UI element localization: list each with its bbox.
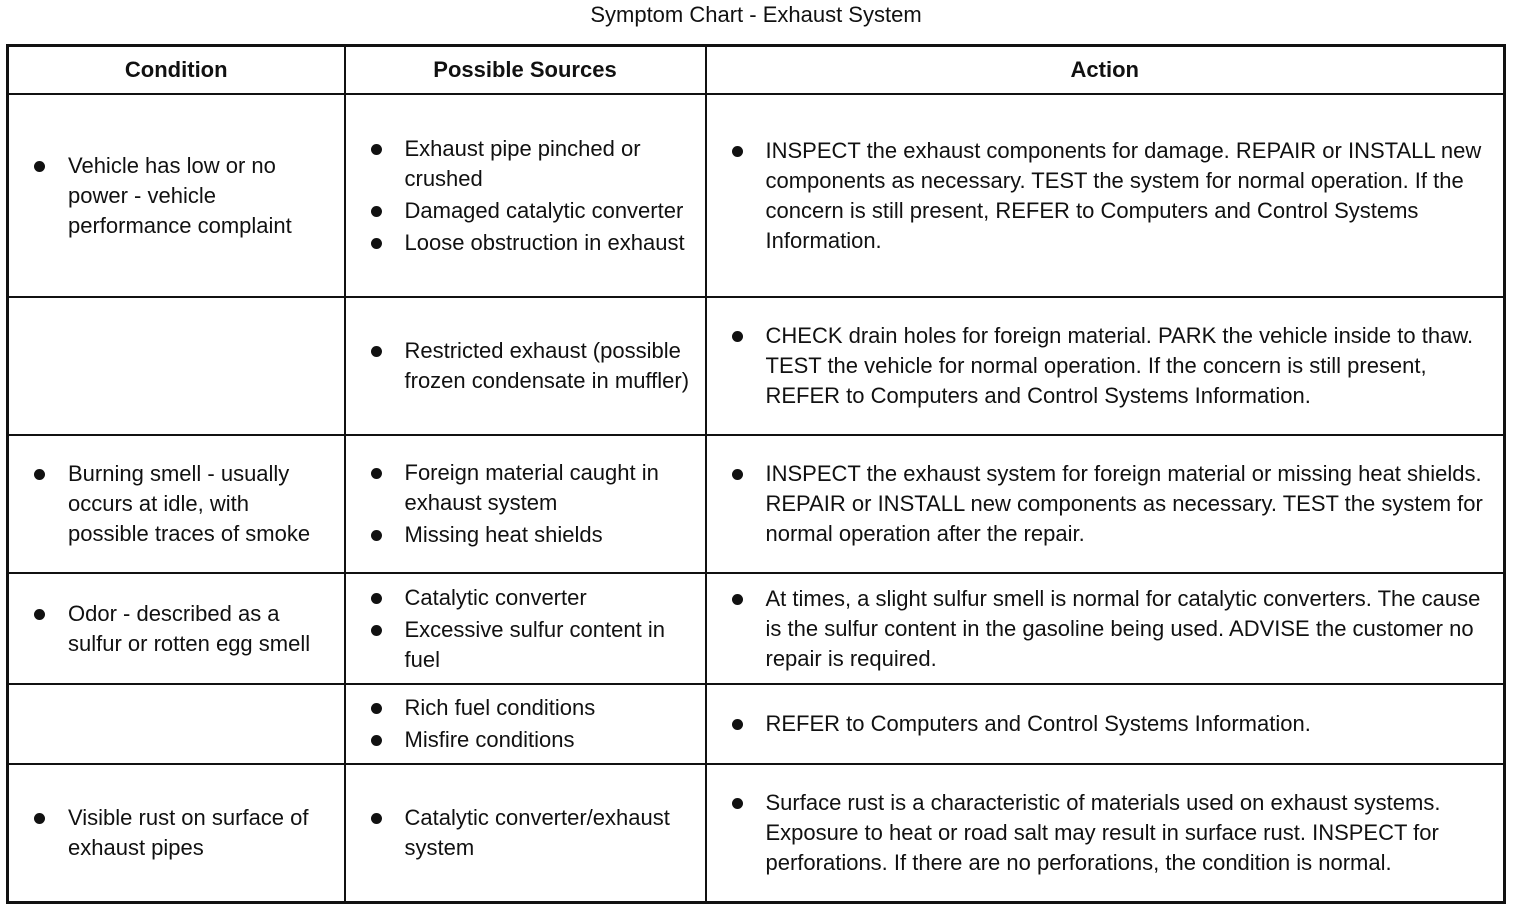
source-item: Missing heat shields <box>368 520 691 550</box>
sources-cell <box>345 435 706 573</box>
sources-cell <box>345 573 706 684</box>
source-item: Excessive sulfur content in fuel <box>368 615 691 675</box>
action-cell <box>706 684 1505 764</box>
condition-item: Burning smell - usually occurs at idle, with possible traces of smoke <box>31 459 330 549</box>
condition-cell <box>8 94 345 297</box>
table-row <box>8 573 1505 684</box>
condition-cell <box>8 764 345 902</box>
table-row <box>8 764 1505 902</box>
action-cell <box>706 764 1505 902</box>
table-row <box>8 297 1505 435</box>
source-item: Damaged catalytic converter <box>368 196 691 226</box>
source-item: Loose obstruction in exhaust <box>368 228 691 258</box>
action-item: INSPECT the exhaust components for damage. REPAIR or INSTALL new components as necessary. TEST the system for normal operation. If the concern is still present, REFER to Computers and Control Systems Information. <box>729 136 1490 256</box>
table-row <box>8 94 1505 297</box>
action-cell <box>706 573 1505 684</box>
source-item: Misfire conditions <box>368 725 691 755</box>
condition-item: Vehicle has low or no power - vehicle performance complaint <box>31 151 330 241</box>
action-cell <box>706 94 1505 297</box>
action-item: Surface rust is a characteristic of materials used on exhaust systems. Exposure to heat or road salt may result in surface rust. INSPECT for perforations. If there are no perforations, the condition is normal. <box>729 788 1490 878</box>
condition-item: Visible rust on surface of exhaust pipes <box>31 803 330 863</box>
action-item: INSPECT the exhaust system for foreign material or missing heat shields. REPAIR or INSTALL new components as necessary. TEST the system for normal operation after the repair. <box>729 459 1490 549</box>
table-row <box>8 435 1505 573</box>
action-item: CHECK drain holes for foreign material. PARK the vehicle inside to thaw. TEST the vehicle for normal operation. If the concern is still present, REFER to Computers and Control Systems Information. <box>729 321 1490 411</box>
header-row <box>8 46 1505 95</box>
condition-cell <box>8 435 345 573</box>
sources-cell <box>345 297 706 435</box>
action-cell <box>706 297 1505 435</box>
source-item: Catalytic converter <box>368 583 691 613</box>
column-header-sources: Possible Sources <box>345 46 706 95</box>
source-item: Restricted exhaust (possible frozen condensate in muffler) <box>368 336 691 396</box>
action-item: REFER to Computers and Control Systems Information. <box>729 709 1490 739</box>
symptom-table <box>6 44 1506 904</box>
action-cell <box>706 435 1505 573</box>
condition-item: Odor - described as a sulfur or rotten egg smell <box>31 599 330 659</box>
table-row <box>8 684 1505 764</box>
source-item: Rich fuel conditions <box>368 693 691 723</box>
column-header-condition: Condition <box>8 46 345 95</box>
condition-cell <box>8 573 345 684</box>
condition-cell <box>8 297 345 435</box>
sources-cell <box>345 684 706 764</box>
source-item: Exhaust pipe pinched or crushed <box>368 134 691 194</box>
sources-cell <box>345 764 706 902</box>
column-header-action: Action <box>706 46 1505 95</box>
chart-title: Symptom Chart - Exhaust System <box>590 2 922 27</box>
source-item: Catalytic converter/exhaust system <box>368 803 691 863</box>
source-item: Foreign material caught in exhaust system <box>368 458 691 518</box>
sources-cell <box>345 94 706 297</box>
condition-cell <box>8 684 345 764</box>
action-item: At times, a slight sulfur smell is normal for catalytic converters. The cause is the sulfur content in the gasoline being used. ADVISE the customer no repair is required. <box>729 584 1490 674</box>
